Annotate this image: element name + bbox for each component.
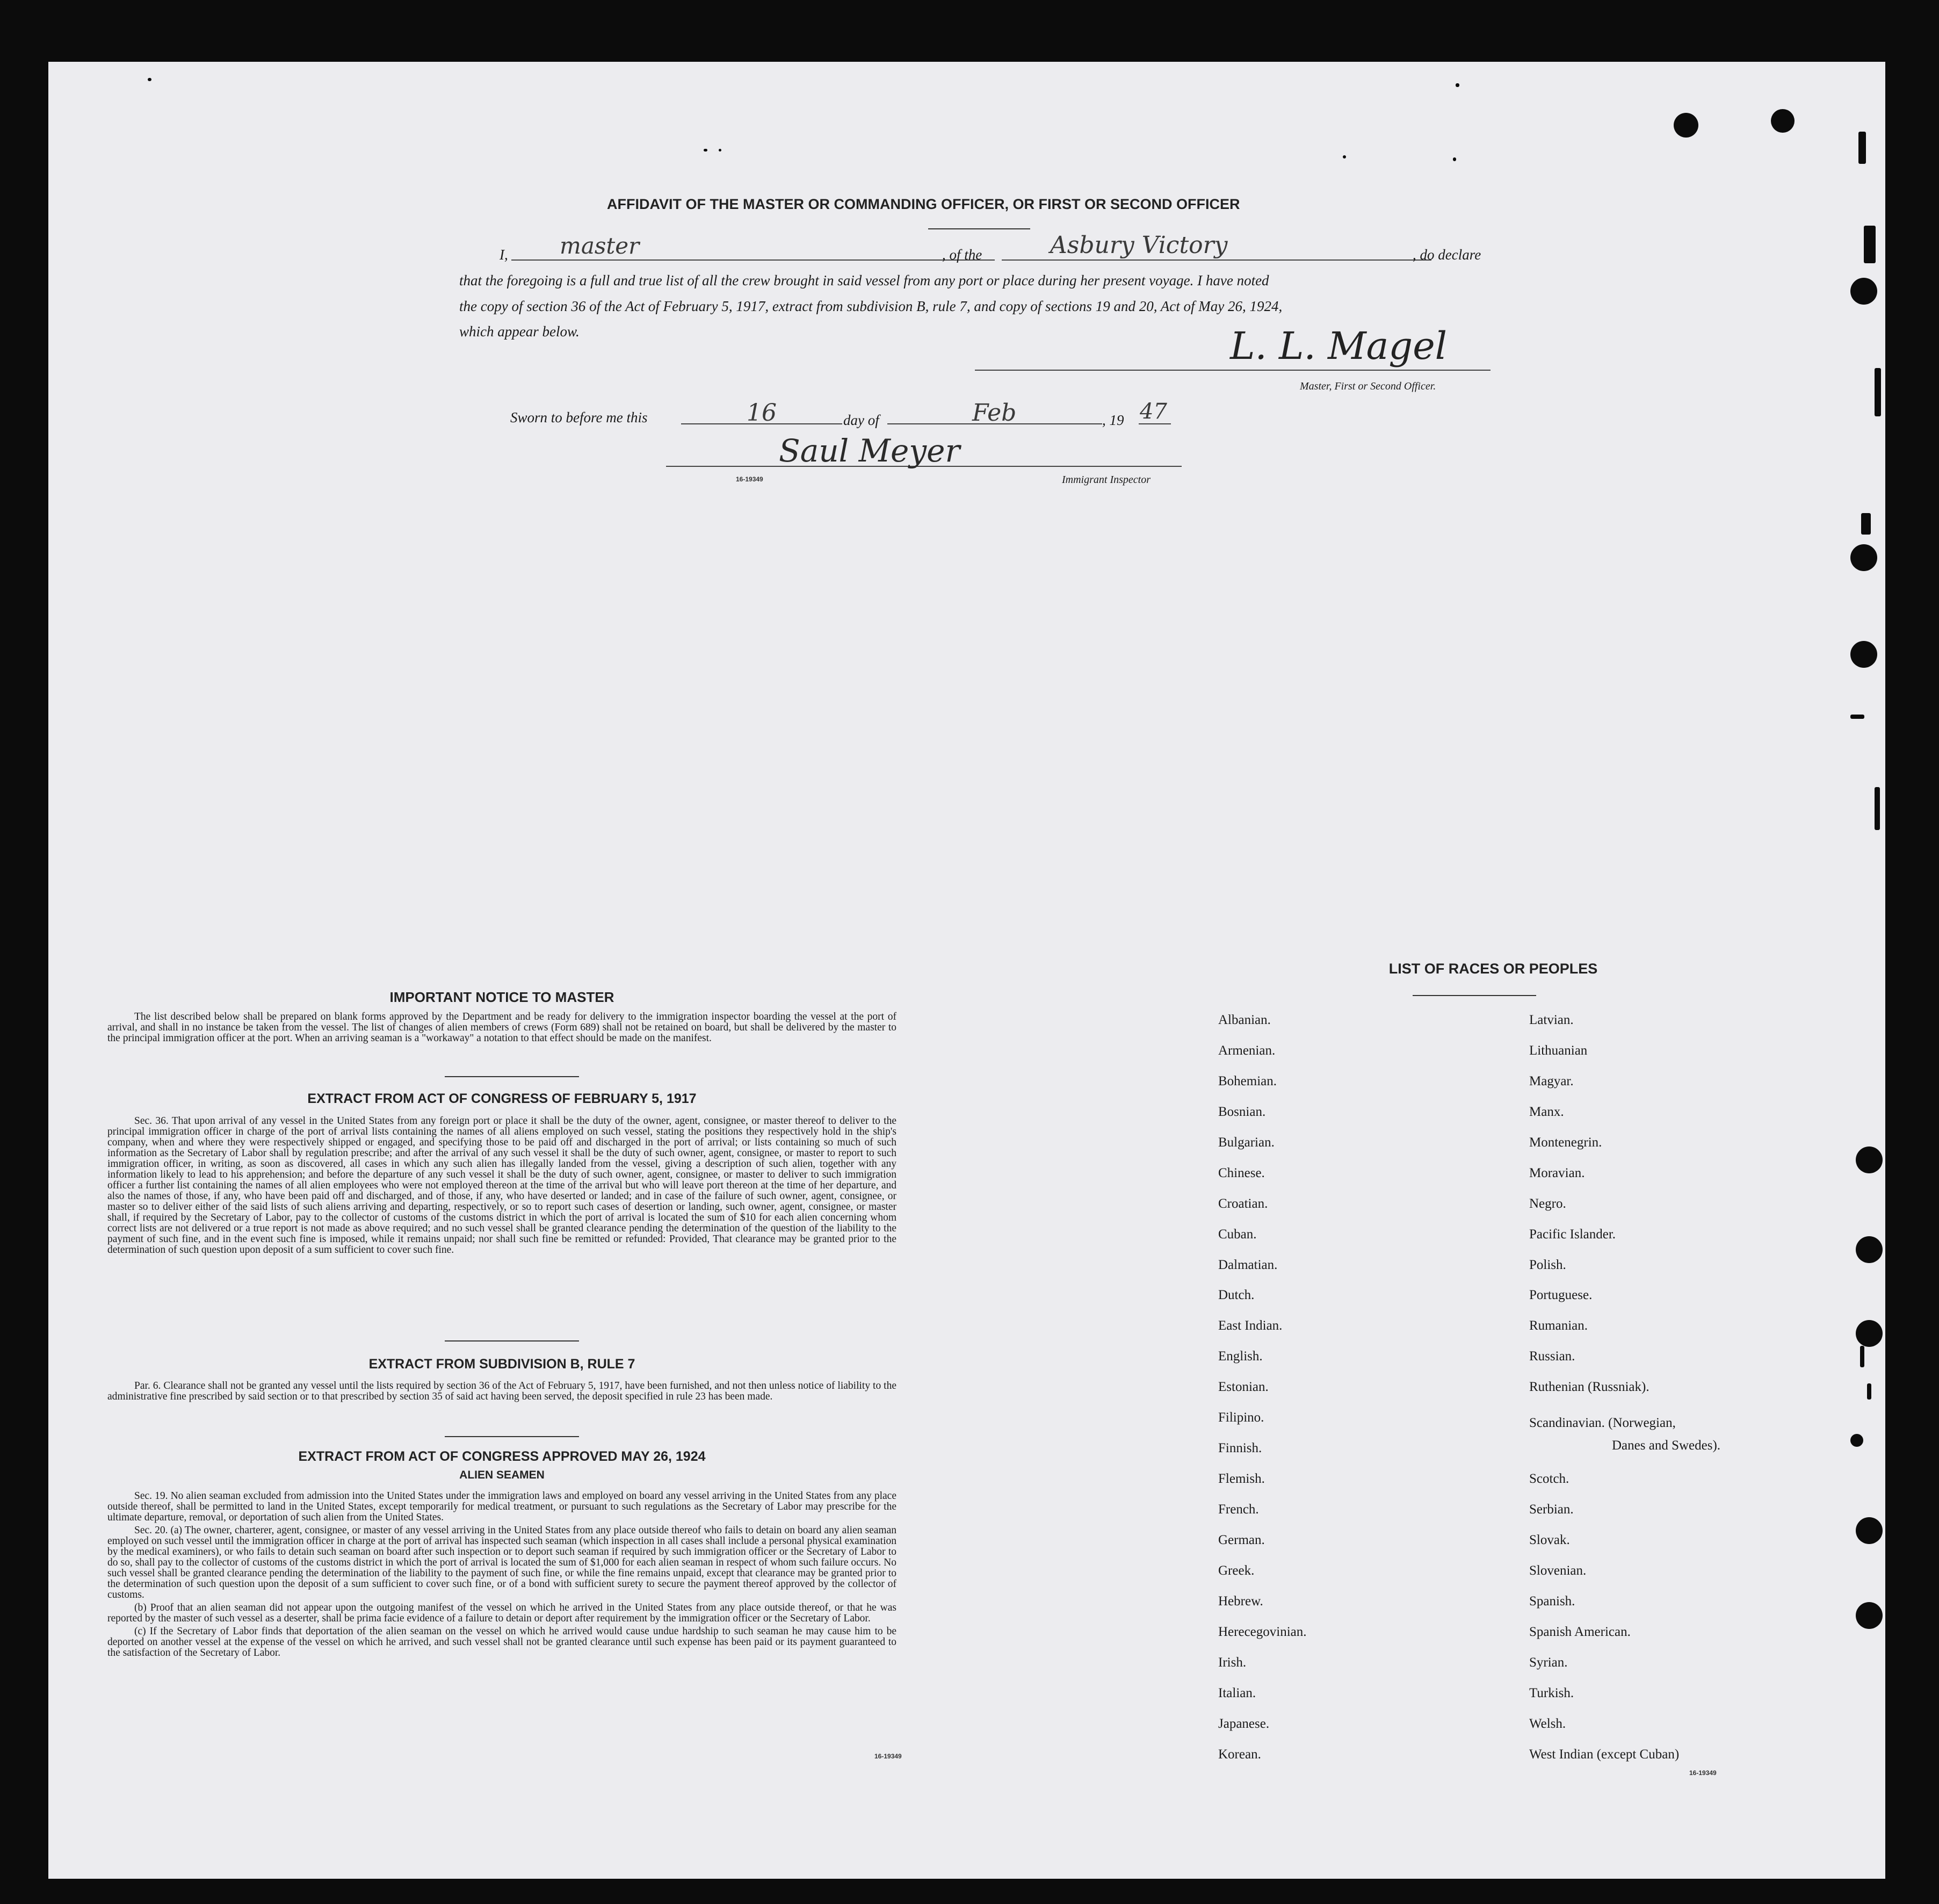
edge-mark <box>1860 1346 1864 1367</box>
speck <box>1456 83 1459 87</box>
race-right-item: Negro. <box>1529 1196 1566 1211</box>
sworn-year-handwritten: 47 <box>1140 399 1167 424</box>
race-left-item: Herecegovinian. <box>1218 1625 1307 1639</box>
extract-1917-divider <box>445 1340 579 1342</box>
race-left-item: Albanian. <box>1218 1013 1271 1027</box>
race-left-item: Irish. <box>1218 1655 1247 1670</box>
extract-1924-heading: EXTRACT FROM ACT OF CONGRESS APPROVED MAY 26, 1924 <box>298 1449 706 1464</box>
extract-rule7-text: Par. 6. Clearance shall not be granted any vessel until the lists required by section 36 of the Act of February 5, 1917, have been furnished, and not then unless notice of liability to the administrative fine prescribed by said section or to that prescribed by section 35 of said act having been served, the deposit specified in rule 23 has been made. <box>107 1380 896 1402</box>
notice-text: The list described below shall be prepared on blank forms approved by the Department and be ready for delivery to the immigration inspector boarding the vessel at the port of arrival, and shall in no instance be taken from the vessel. The list of changes of alien members of crews (Form 689) shall not be retained on board, but shall be delivered by the master to the principal immigration officer at the port. When an arriving seaman is a "workaway" a notation to that effect should be made on the manifest. <box>107 1011 896 1044</box>
extract-form-number: 16-19349 <box>874 1752 902 1760</box>
master-signature: L. L. Magel <box>1230 324 1448 368</box>
race-left-item: Korean. <box>1218 1747 1261 1762</box>
extract-1917-text: Sec. 36. That upon arrival of any vessel in the United States from any foreign port or place it shall be the duty of the owner, agent, consignee, or master thereof to deliver to the principal immigration officer in charge of the port of arrival lists containing the names of all aliens employed on such vessel, stating the positions they respectively hold in the ship's company, when and where they were respectively shipped or engaged, and specifying those to be paid off and discharged in the port of arrival; or lists containing so much of such information as the Secretary of Labor shall by regulation prescribe; and after the arrival of any such vessel it shall be the duty of such owner, agent, consignee, or master to report to such immigration officer, in writing, as soon as discovered, all cases in which any such alien has illegally landed from the vessel, giving a description of such alien, together with any information likely to lead to his apprehension; and before the departure of any such vessel it shall be the duty of such owner, agent, consignee, or master to deliver to such immigration officer a further list containing the names of all alien employees who were not employed thereon at the time of the arrival but who will leave port thereon at the time of her departure, and also the names of those, if any, who have been paid off and discharged, and of those, if any, who have deserted or landed; and in case of the failure of such owner, agent, consignee, or master so to deliver either of the said lists of such aliens arriving and departing, respectively, or so to report such cases of desertion or landing, such owner, agent, consignee, or master shall, if required by the Secretary of Labor, pay to the collector of customs of the customs district in which the port of arrival is located the sum of $10 for each alien concerning whom correct lists are not delivered or a true report is not made as above required; and no such vessel shall be granted clearance pending the determination of the question of the liability to the payment of such fine, and in the event such fine is imposed, while it remains unpaid; nor shall such fine be remitted or refunded: Provided, That clearance may be granted prior to the determination of such question upon deposit of a sum sufficient to cover such fine. <box>107 1115 896 1256</box>
affidavit-body-line-3: which appear below. <box>459 323 580 340</box>
race-right-item: Scotch. <box>1529 1472 1569 1486</box>
race-right-item: Spanish. <box>1529 1594 1575 1609</box>
speck <box>704 149 707 152</box>
edge-mark <box>1858 132 1866 164</box>
race-left-item: Croatian. <box>1218 1196 1268 1211</box>
race-right-item: Slovak. <box>1529 1533 1570 1547</box>
vessel-name-line <box>1002 259 1431 261</box>
extract-rule7-block <box>107 1381 896 1404</box>
race-right-item: Russian. <box>1529 1349 1575 1364</box>
race-left-item: East Indian. <box>1218 1318 1283 1333</box>
race-left-item: Flemish. <box>1218 1472 1265 1486</box>
do-declare-label: , do declare <box>1413 247 1481 263</box>
race-right-item: Pacific Islander. <box>1529 1227 1616 1242</box>
extract-1917-block <box>107 1116 896 1258</box>
race-left-item: Italian. <box>1218 1686 1256 1700</box>
edge-mark <box>1875 787 1880 830</box>
i-label: I, <box>500 247 508 263</box>
sworn-label: Sworn to before me this <box>510 409 648 425</box>
edge-mark <box>1850 715 1864 719</box>
punch-hole-partial <box>1850 1434 1863 1447</box>
race-right-item: Montenegrin. <box>1529 1135 1602 1150</box>
race-left-item: German. <box>1218 1533 1265 1547</box>
race-right-item: Serbian. <box>1529 1502 1574 1517</box>
vessel-name-handwritten: Asbury Victory <box>1050 232 1228 259</box>
sec-19-text: Sec. 19. No alien seaman excluded from admission into the United States under the immigration laws and employed on board any vessel arriving in the United States from any place outside thereof, shall be permitted to land in the United States, except temporarily for medical treatment, or pursuant to such regulations as the Secretary of Labor may prescribe for the ultimate departure, removal, or deportation of such alien from the United States. <box>107 1490 896 1523</box>
notice-divider <box>445 1076 579 1077</box>
race-left-item: French. <box>1218 1502 1259 1517</box>
races-heading: LIST OF RACES OR PEOPLES <box>1388 961 1598 977</box>
edge-mark <box>1875 368 1881 416</box>
sworn-day-handwritten: 16 <box>747 399 777 427</box>
race-right-item: Slovenian. <box>1529 1563 1587 1578</box>
race-right-item: Latvian. <box>1529 1013 1574 1027</box>
extract-rule7-divider <box>445 1436 579 1437</box>
affidavit-body-line-2: the copy of section 36 of the Act of February 5, 1917, extract from subdivision B, rule 7, and copy of sections 19 and 20, Act of May 26, 1924, <box>459 298 1283 314</box>
race-left-item: English. <box>1218 1349 1263 1364</box>
officer-rank-line <box>511 259 995 261</box>
title-divider <box>928 228 1030 229</box>
race-left-item: Filipino. <box>1218 1410 1264 1425</box>
race-left-item: Armenian. <box>1218 1043 1276 1058</box>
race-right-item: Portuguese. <box>1529 1288 1593 1302</box>
inspector-caption: Immigrant Inspector <box>1062 474 1151 486</box>
punch-hole <box>1850 641 1877 668</box>
race-left-item: Dutch. <box>1218 1288 1255 1302</box>
punch-hole <box>1856 1236 1883 1263</box>
race-right-item: Moravian. <box>1529 1166 1585 1180</box>
affidavit-form-number: 16-19349 <box>736 475 763 483</box>
edge-mark <box>1864 226 1876 263</box>
edge-mark <box>1867 1383 1871 1400</box>
race-right-item: Rumanian. <box>1529 1318 1588 1333</box>
affidavit-body-line-1: that the foregoing is a full and true list of all the crew brought in said vessel from any port or place during her present voyage. I have noted <box>459 272 1269 289</box>
extract-1924-subheading: ALIEN SEAMEN <box>459 1469 545 1481</box>
race-left-item: Bosnian. <box>1218 1105 1266 1119</box>
race-right-item: Syrian. <box>1529 1655 1568 1670</box>
race-right-item: Turkish. <box>1529 1686 1574 1700</box>
race-right-item: Manx. <box>1529 1105 1564 1119</box>
speck <box>1343 155 1346 158</box>
sec-20b-text: (b) Proof that an alien seaman did not appear upon the outgoing manifest of the vessel on which he arrived in the United States from any place outside thereof, or that he was reported by the master of such vessel as a deserter, shall be prima facie evidence of a failure to detain or deport after requirement by the immigration officer or the Secretary of Labor. <box>107 1602 896 1624</box>
notice-heading: IMPORTANT NOTICE TO MASTER <box>389 989 614 1005</box>
race-right-item: West Indian (except Cuban) <box>1529 1747 1680 1762</box>
race-right-item: Welsh. <box>1529 1717 1566 1731</box>
race-left-item: Finnish. <box>1218 1441 1262 1455</box>
punch-hole <box>1850 544 1877 571</box>
race-right-item: Spanish American. <box>1529 1625 1631 1639</box>
race-right-item: Magyar. <box>1529 1074 1574 1088</box>
punch-hole <box>1850 278 1877 305</box>
master-signature-line <box>975 370 1491 371</box>
punch-hole <box>1856 1517 1883 1544</box>
speck <box>719 149 721 152</box>
race-left-item: Estonian. <box>1218 1380 1269 1394</box>
race-left-item: Japanese. <box>1218 1717 1270 1731</box>
race-left-item: Greek. <box>1218 1563 1255 1578</box>
of-the-label: , of the <box>942 247 982 263</box>
race-left-item: Dalmatian. <box>1218 1258 1278 1272</box>
year-prefix-label: , 19 <box>1102 412 1124 428</box>
race-right-item: Scandinavian. (Norwegian, <box>1529 1416 1676 1430</box>
day-of-label: day of <box>843 412 879 428</box>
speck <box>1453 157 1456 161</box>
races-divider <box>1413 995 1536 996</box>
extract-1917-heading: EXTRACT FROM ACT OF CONGRESS OF FEBRUARY 5, 1917 <box>307 1091 697 1106</box>
race-left-item: Bulgarian. <box>1218 1135 1275 1150</box>
race-left-item: Hebrew. <box>1218 1594 1263 1609</box>
sec-20a-text: Sec. 20. (a) The owner, charterer, agent, consignee, or master of any vessel arriving in the United States from any place outside thereof who fails to detain on board any alien seaman employed on such vessel until the immigration officer in charge at the port of arrival has inspected such seaman (which inspection in all cases shall include a personal physical examination by the medical examiners), or who fails to detain such seaman on board after such inspection or to deport such seaman if required by such immigration officer or the Secretary of Labor to do so, shall pay to the collector of customs of the customs district in which the port of arrival is located the sum of $1,000 for each alien seaman in respect of whom such failure occurs. No such vessel shall be granted clearance pending the determination of the liability to the payment of such fine, or while the fine remains unpaid, except that clearance may be granted prior to the determination of such question upon the deposit of a sum sufficient to cover such fine, or of a bond with sufficient surety to secure the payment thereof approved by the collector of customs. <box>107 1525 896 1600</box>
inspector-signature: Saul Meyer <box>779 432 960 469</box>
race-right-item: Polish. <box>1529 1258 1566 1272</box>
edge-mark <box>1861 513 1871 535</box>
extract-rule7-heading: EXTRACT FROM SUBDIVISION B, RULE 7 <box>368 1357 635 1372</box>
extract-1924-block <box>107 1491 896 1661</box>
sec-20c-text: (c) If the Secretary of Labor finds that deportation of the alien seaman on the vessel on which he arrived would cause undue hardship to such seaman he may cause him to be deported on another vessel at the expense of the vessel on which he arrived, and such vessel shall not be granted clearance until such expense has been paid or its payment guaranteed to the satisfaction of the Secretary of Labor. <box>107 1626 896 1658</box>
punch-hole <box>1771 109 1795 133</box>
notice-text-block <box>107 1012 896 1046</box>
officer-rank-handwritten: master <box>560 233 640 259</box>
punch-hole <box>1856 1320 1883 1347</box>
punch-hole <box>1856 1602 1883 1629</box>
race-right-item: Ruthenian (Russniak). <box>1529 1380 1649 1394</box>
races-form-number: 16-19349 <box>1689 1769 1717 1777</box>
document-page <box>48 62 1885 1879</box>
race-left-item: Chinese. <box>1218 1166 1265 1180</box>
race-right-continuation: Danes and Swedes). <box>1612 1438 1721 1453</box>
speck <box>148 78 151 81</box>
race-left-item: Bohemian. <box>1218 1074 1277 1088</box>
punch-hole <box>1674 113 1698 138</box>
affidavit-title: AFFIDAVIT OF THE MASTER OR COMMANDING OFFICER, OR FIRST OR SECOND OFFICER <box>607 196 1240 212</box>
race-left-item: Cuban. <box>1218 1227 1257 1242</box>
race-right-item: Lithuanian <box>1529 1043 1588 1058</box>
master-signature-caption: Master, First or Second Officer. <box>1300 380 1436 392</box>
punch-hole <box>1856 1146 1883 1173</box>
sworn-month-handwritten: Feb <box>972 399 1017 427</box>
